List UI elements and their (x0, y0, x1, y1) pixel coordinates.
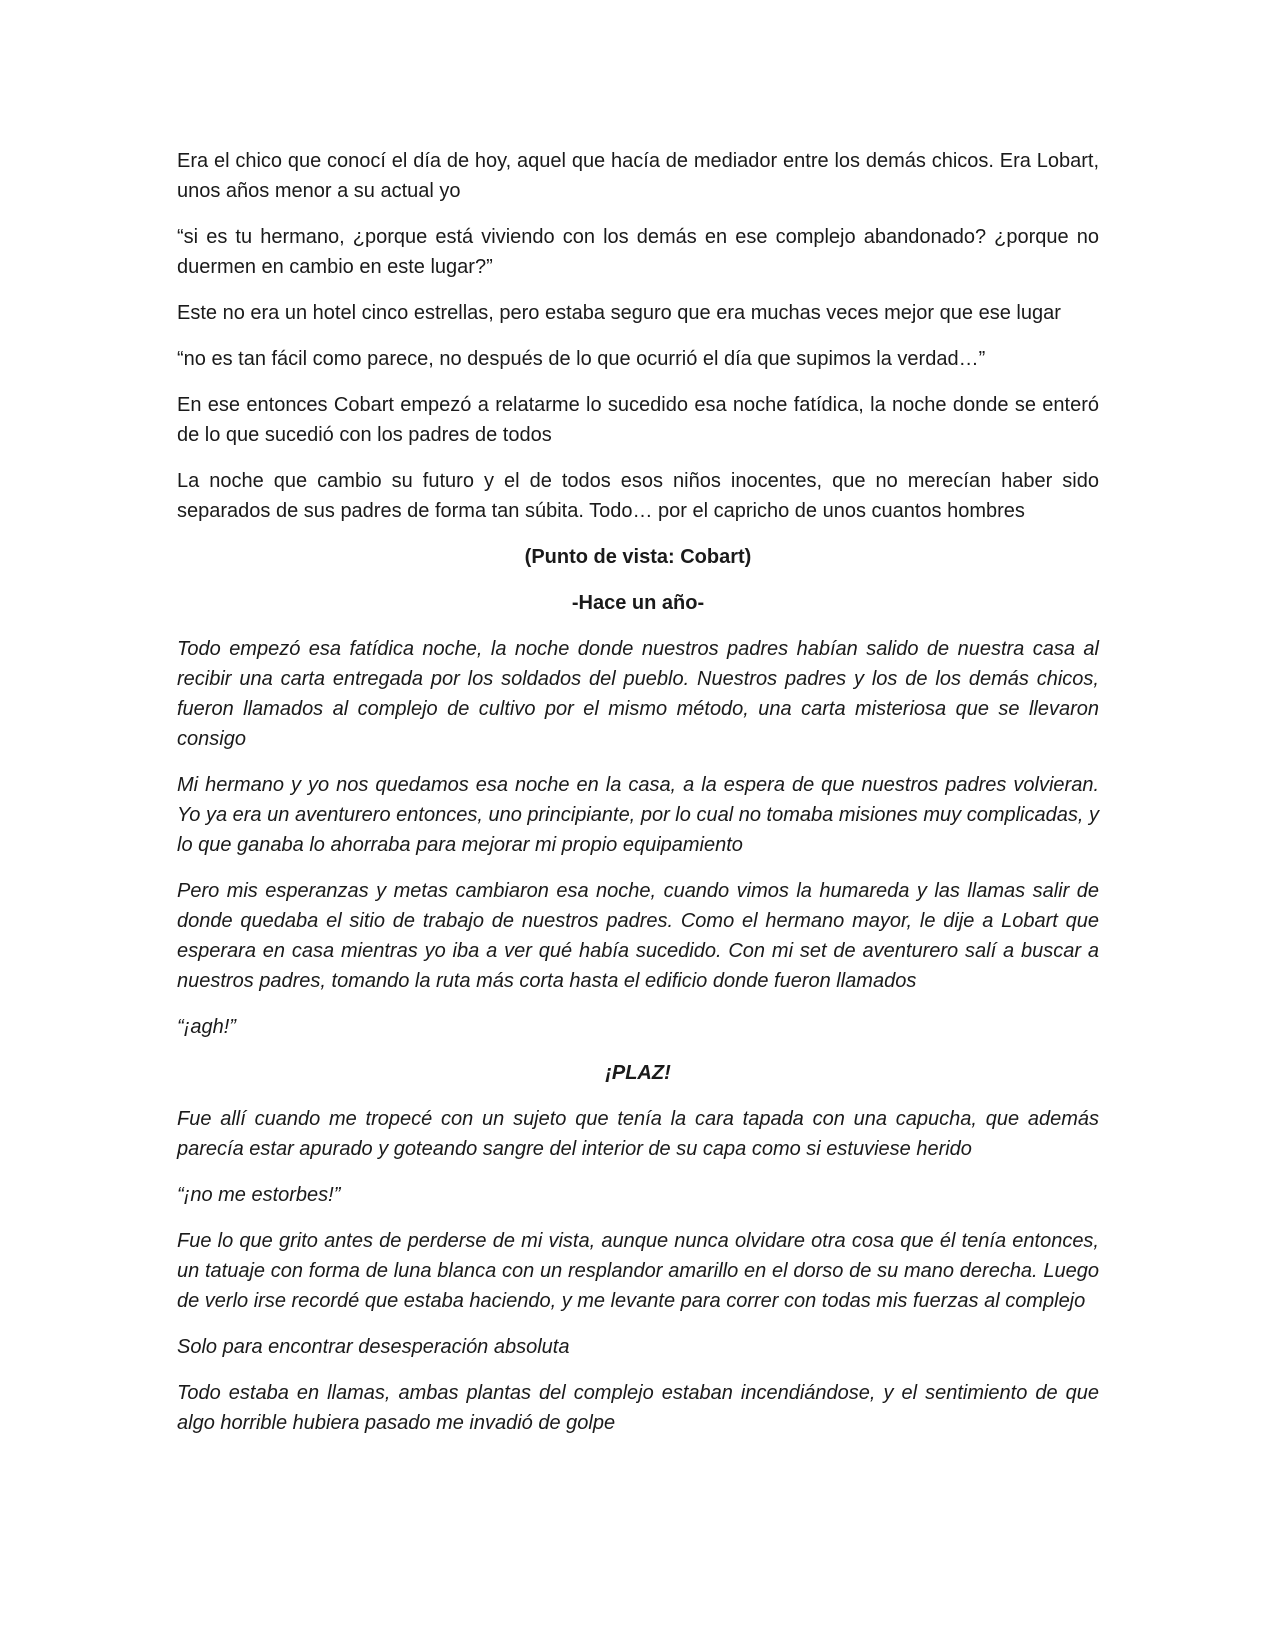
flashback-paragraph: Mi hermano y yo nos quedamos esa noche en la casa, a la espera de que nuestros padres volvieran. Yo ya era un aventurero entonces, uno principiante, por lo cual no tomaba misiones muy complicadas, y lo que ganaba lo ahorraba para mejorar mi propio equipamiento (177, 774, 1099, 856)
flashback-paragraph: Todo empezó esa fatídica noche, la noche donde nuestros padres habían salido de nuestra casa al recibir una carta entregada por los soldados del pueblo. Nuestros padres y los de los demás chicos, fueron llamados al complejo de cultivo por el mismo método, una carta misteriosa que se llevaron consigo (177, 638, 1099, 750)
paragraph: En ese entonces Cobart empezó a relatarme lo sucedido esa noche fatídica, la noche donde se enteró de lo que sucedió con los padres de todos (177, 394, 1099, 446)
sound-effect: ¡PLAZ! (605, 1062, 671, 1084)
flashback-paragraph: Pero mis esperanzas y metas cambiaron esa noche, cuando vimos la humareda y las llamas salir de donde quedaba el sitio de trabajo de nuestros padres. Como el hermano mayor, le dije a Lobart que esperara en casa mientras yo iba a ver qué había sucedido. Con mi set de aventurero salí a buscar a nuestros padres, tomando la ruta más corta hasta el edificio donde fueron llamados (177, 880, 1099, 992)
flashback-paragraph: Fue allí cuando me tropecé con un sujeto que tenía la cara tapada con una capucha, que además parecía estar apurado y goteando sangre del interior de su capa como si estuviese herido (177, 1108, 1099, 1160)
flashback-dialogue: “¡agh!” (177, 1016, 236, 1038)
flashback-paragraph: Todo estaba en llamas, ambas plantas del complejo estaban incendiándose, y el sentimiento de que algo horrible hubiera pasado me invadió de golpe (177, 1382, 1099, 1434)
document-page (177, 146, 1099, 1454)
flashback-paragraph: Solo para encontrar desesperación absoluta (177, 1336, 570, 1358)
time-heading: -Hace un año- (571, 592, 705, 614)
flashback-dialogue: “¡no me estorbes!” (177, 1184, 341, 1206)
flashback-paragraph: Fue lo que grito antes de perderse de mi vista, aunque nunca olvidare otra cosa que él tenía entonces, un tatuaje con forma de luna blanca con un resplandor amarillo en el dorso de su mano derecha. Luego de verlo irse recordé que estaba haciendo, y me levante para correr con todas mis fuerzas al complejo (177, 1230, 1099, 1312)
paragraph: Este no era un hotel cinco estrellas, pero estaba seguro que era muchas veces mejor que ese lugar (177, 302, 1061, 324)
paragraph: Era el chico que conocí el día de hoy, aquel que hacía de mediador entre los demás chicos. Era Lobart, unos años menor a su actual yo (177, 150, 1099, 202)
paragraph: La noche que cambio su futuro y el de todos esos niños inocentes, que no merecían haber sido separados de sus padres de forma tan súbita. Todo… por el capricho de unos cuantos hombres (177, 470, 1099, 522)
paragraph: “no es tan fácil como parece, no después de lo que ocurrió el día que supimos la verdad…” (177, 348, 986, 370)
paragraph: “si es tu hermano, ¿porque está viviendo con los demás en ese complejo abandonado? ¿porque no duermen en cambio en este lugar?” (177, 226, 1099, 278)
pov-heading: (Punto de vista: Cobart) (524, 546, 752, 568)
